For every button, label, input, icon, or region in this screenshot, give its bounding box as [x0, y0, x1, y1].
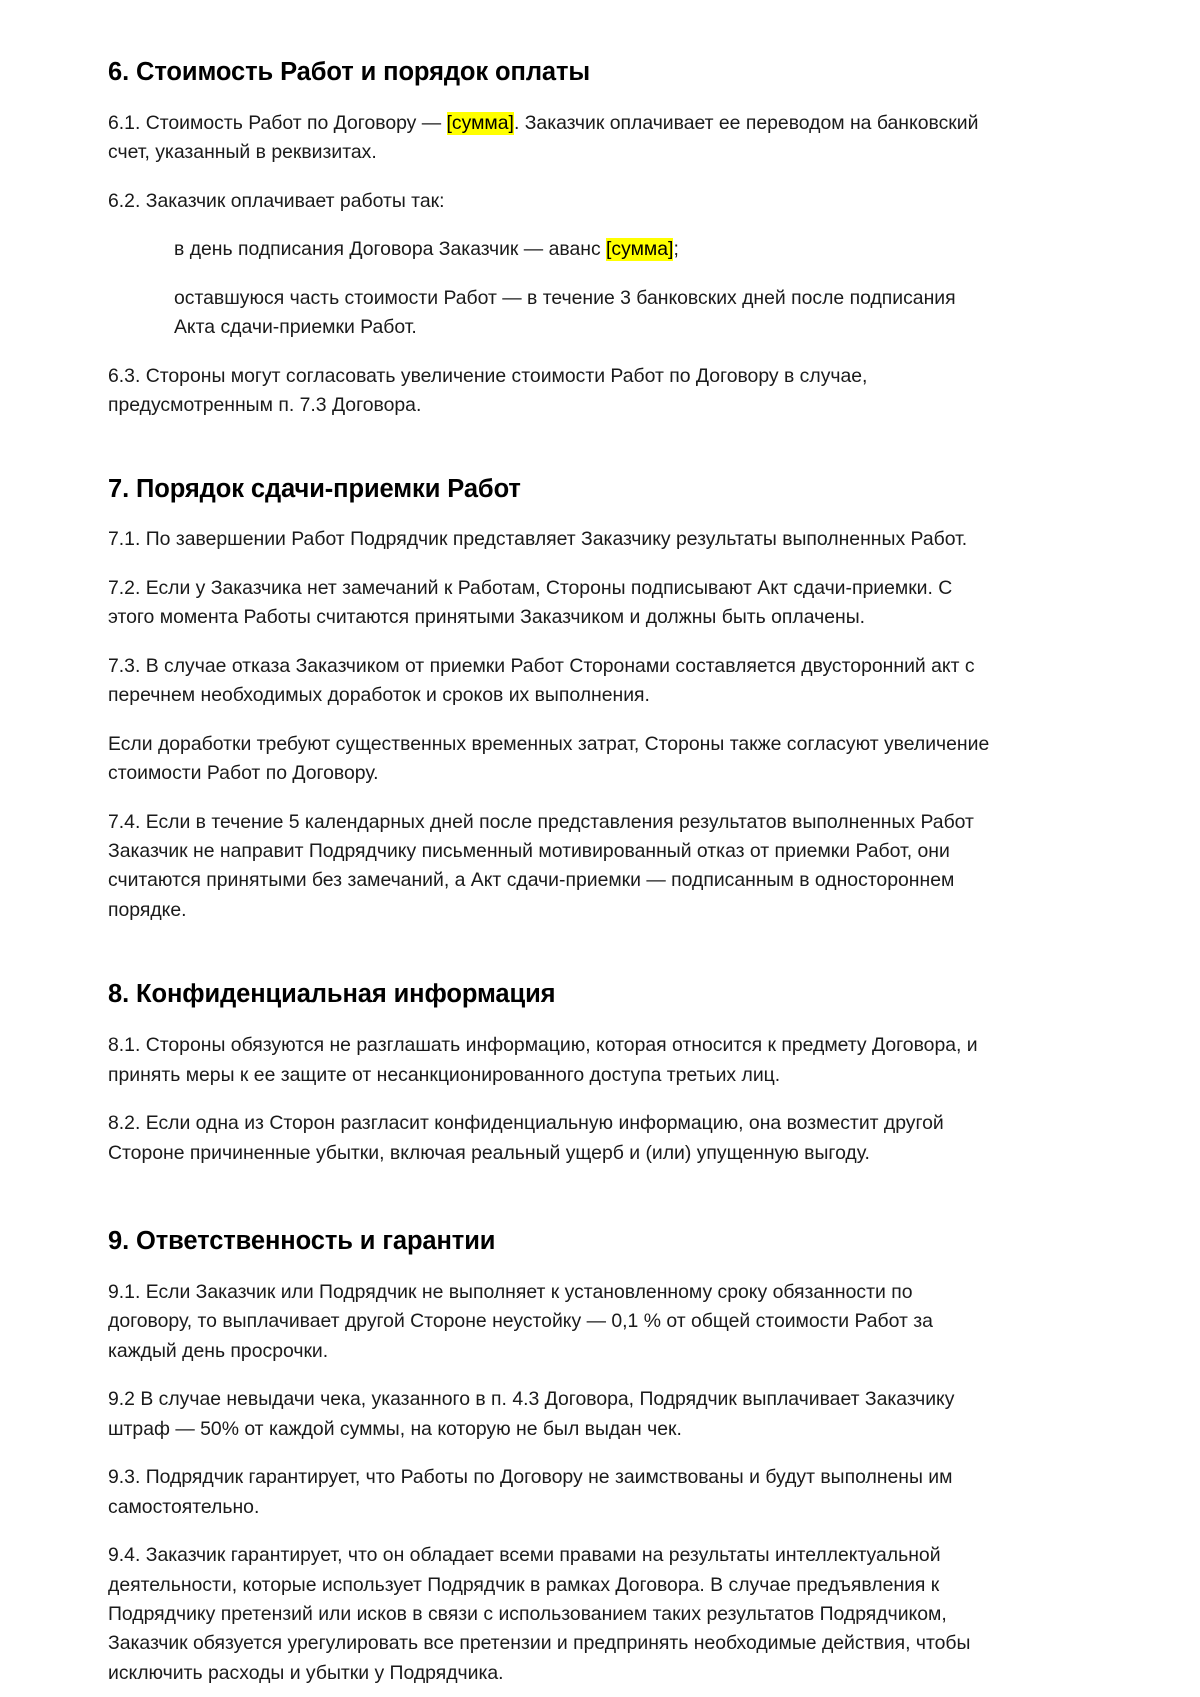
section-9-heading: 9. Ответственность и гарантии — [108, 1227, 496, 1256]
amount-placeholder-highlight-2: [сумма] — [606, 238, 674, 261]
section-7-heading-block — [108, 473, 998, 506]
paragraph-6-2-item-1-text-after: ; — [673, 238, 679, 261]
paragraph-9-3: 9.3. Подрядчик гарантирует, что Работы по Договору не заимствованы и будут выполнены им самостоятельно. — [108, 1466, 953, 1518]
paragraph-8-1: 8.1. Стороны обязуются не разглашать информацию, которая относится к предмету Договора, и принять меры к ее защите от несанкционированного доступа третьих лиц. — [108, 1034, 978, 1086]
paragraph-7-2: 7.2. Если у Заказчика нет замечаний к Работам, Стороны подписывают Акт сдачи-приемки. С этого момента Работы считаются принятыми Заказчиком и должны быть оплачены. — [108, 576, 953, 629]
paragraph-8-2: 8.2. Если одна из Сторон разгласит конфиденциальную информацию, она возместит другой Стороне причиненные убытки, включая реальный ущерб и (или) упущенную выгоду. — [108, 1112, 944, 1164]
paragraph-6-1-text-after: . Заказчик оплачивает ее переводом на банковский счет, указанный в реквизитах. — [108, 111, 979, 164]
section-7-heading: 7. Порядок сдачи-приемки Работ — [108, 474, 521, 503]
section-9-heading-block — [108, 1225, 998, 1258]
paragraph-6-2-item-1-text-before: в день подписания Договора Заказчик — аванс — [174, 238, 607, 261]
section-8-heading-block — [108, 978, 998, 1011]
section-6-heading: 6. Стоимость Работ и порядок оплаты — [108, 58, 591, 86]
paragraph-7-3: 7.3. В случае отказа Заказчиком от приемки Работ Сторонами составляется двусторонний акт с перечнем необходимых доработок и сроков их выполнения. — [108, 654, 975, 707]
paragraph-7-4: 7.4. Если в течение 5 календарных дней после представления результатов выполненных Работ Заказчик не направит Подрядчику письменный мотивированный отказ от приемки Работ, они считаются принятыми без замечаний, а Акт сдачи-приемки — подписанным в одностороннем порядке. — [108, 810, 974, 921]
document-body — [108, 56, 998, 1697]
section-8-heading: 8. Конфиденциальная информация — [108, 980, 556, 1009]
paragraph-6-1 — [108, 109, 998, 168]
paragraph-9-1: 9.1. Если Заказчик или Подрядчик не выполняет к установленному сроку обязанности по договору, то выплачивает другой Стороне неустойку — 0,1 % от общей стоимости Работ за каждый день просрочки. — [108, 1280, 933, 1362]
paragraph-6-3: 6.3. Стороны могут согласовать увеличение стоимости Работ по Договору в случае, предусмотренным п. 7.3 Договора. — [108, 364, 868, 417]
paragraph-9-4: 9.4. Заказчик гарантирует, что он обладает всеми правами на результаты интеллектуальной деятельности, которые использует Подрядчик в рамках Договора. В случае предъявления к Подрядчику претензий или исков в связи с использованием таких результатов Подрядчиком, Заказчик обязуется урегулировать все претензии и предпринять необходимые действия, чтобы исключить расходы и убытки у Подрядчика. — [108, 1544, 971, 1684]
paragraph-6-2: 6.2. Заказчик оплачивает работы так: — [108, 189, 445, 212]
section-spacer-8-9 — [108, 1187, 998, 1225]
paragraph-6-2-item-1 — [174, 235, 998, 264]
paragraph-6-2-item-2: оставшуюся часть стоимости Работ — в течение 3 банковских дней после подписания Акта сдачи-приемки Работ. — [174, 286, 956, 339]
section-spacer-7-8 — [108, 944, 998, 978]
paragraph-9-2: 9.2 В случае невыдачи чека, указанного в п. 4.3 Договора, Подрядчик выплачивает Заказчику штраф — 50% от каждой суммы, на которую не был выдан чек. — [108, 1388, 955, 1440]
section-6-heading-block — [108, 56, 998, 89]
amount-placeholder-highlight-1: [сумма] — [446, 111, 514, 134]
paragraph-7-3-continuation: Если доработки требуют существенных временных затрат, Стороны также согласуют увеличение стоимости Работ по Договору. — [108, 732, 990, 785]
paragraph-7-1: 7.1. По завершении Работ Подрядчик представляет Заказчику результаты выполненных Работ. — [108, 528, 968, 551]
paragraph-6-1-text-before: 6.1. Стоимость Работ по Договору — — [108, 111, 447, 134]
